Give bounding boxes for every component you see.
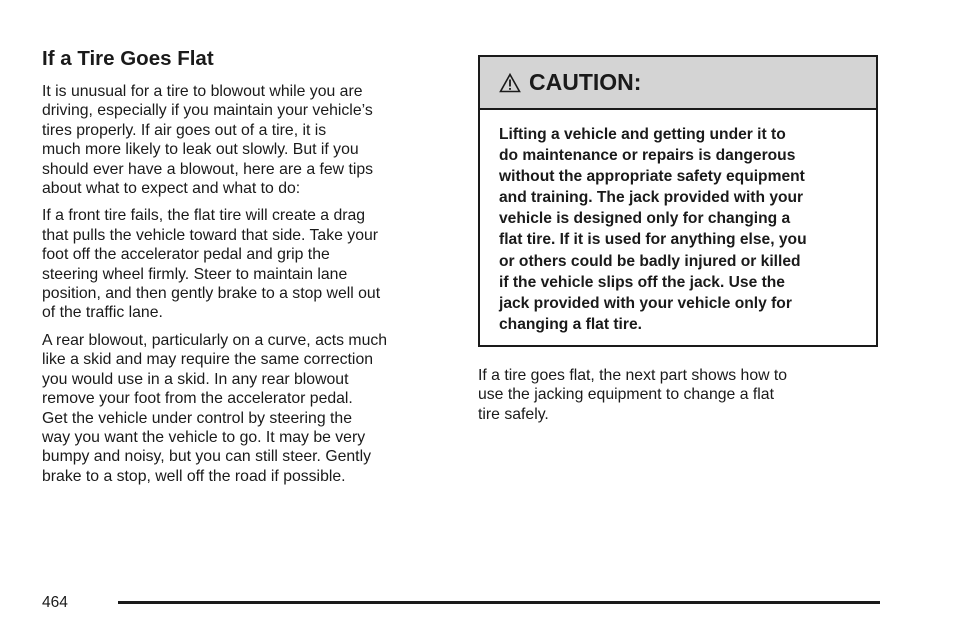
caution-body: Lifting a vehicle and getting under it to do maintenance or repairs is dangerous without the appropriate safety equipment and training. The jack provided with your vehicle is designed only for changing a flat tire. If it is used for anything else, you or others could be badly injured or killed if the vehicle slips off the jack. Use the jack provided with your vehicle only for changing a flat tire. bbox=[499, 126, 807, 333]
warning-triangle-icon bbox=[499, 73, 521, 93]
section-heading: If a Tire Goes Flat bbox=[42, 47, 214, 70]
paragraph-intro: It is unusual for a tire to blowout while you are driving, especially if you maintain your vehicle’s tires properly. If air goes out of a tire, it is much more likely to leak out slowly. But if you should ever have a blowout, here are a few tips about what to expect and what to do: bbox=[42, 83, 374, 198]
caution-title: CAUTION: bbox=[529, 69, 642, 95]
paragraph-rear-blowout: A rear blowout, particularly on a curve, acts much like a skid and may require the same correction you would use in a skid. In any rear blowout remove your foot from the accelerator pedal. Get the vehicle under control by steering the way you want the vehicle to go. It may be very bumpy and noisy, but you can still steer. Gently brake to a stop, well off the road if possible. bbox=[42, 331, 388, 485]
caution-header bbox=[480, 57, 876, 110]
paragraph-front-tire: If a front tire fails, the flat tire will create a drag that pulls the vehicle toward that side. Take your foot off the accelerator pedal and grip the steering wheel firmly. Steer to maintain lane position, and then gently brake to a stop well out of the traffic lane. bbox=[42, 207, 381, 322]
caution-box bbox=[478, 55, 878, 347]
left-column bbox=[42, 46, 442, 494]
footer-rule bbox=[118, 601, 880, 604]
right-column-text: If a tire goes flat, the next part shows how to use the jacking equipment to change a flat tire safely. bbox=[478, 367, 788, 423]
page-number: 464 bbox=[42, 594, 68, 611]
